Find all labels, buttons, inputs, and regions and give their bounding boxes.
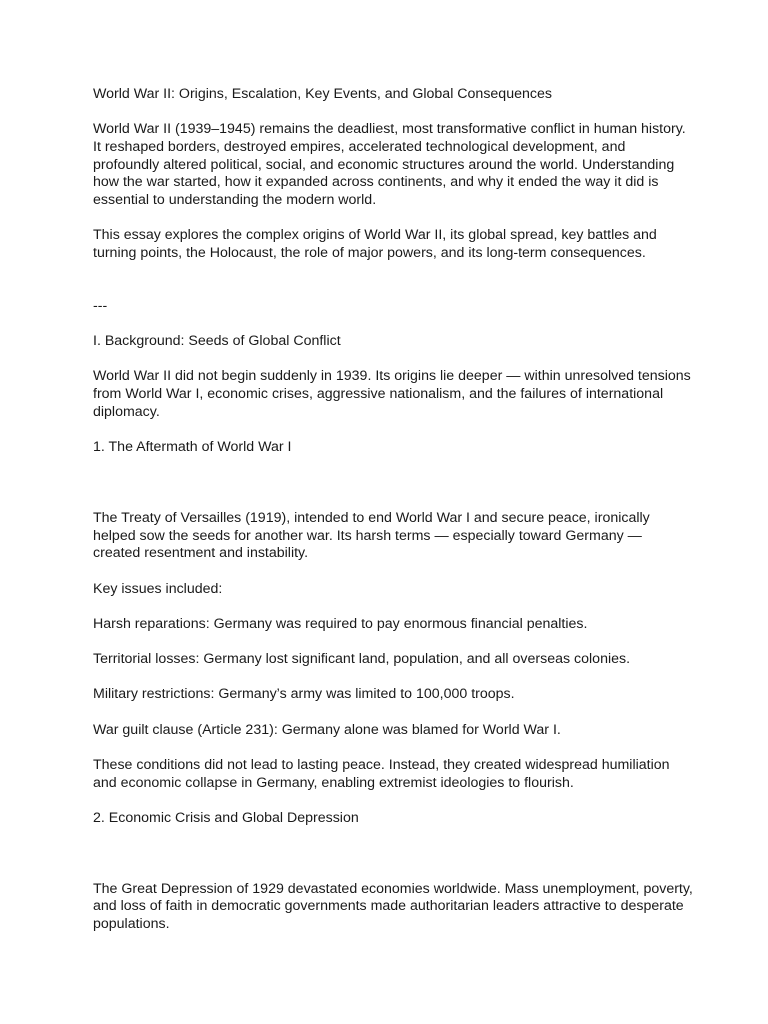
intro-paragraph-1: World War II (1939–1945) remains the deadliest, most transformative conflict in human history. It reshaped borders, destroyed empires, accelerated technological development, and profoundly altered political, social, and economic structures around the world. Understanding how the war started, how it expanded across continents, and why it ended the way it did is essential to understanding the modern world. bbox=[93, 121, 686, 209]
subsection-1-paragraph: The Treaty of Versailles (1919), intended to end World War I and secure peace, ironically helped sow the seeds for another war. Its harsh terms — especially toward Germany — created resentment and instability. bbox=[93, 509, 650, 562]
document-title: World War II: Origins, Escalation, Key Events, and Global Consequences bbox=[93, 86, 552, 102]
section-1-heading: I. Background: Seeds of Global Conflict bbox=[93, 333, 341, 350]
subsection-2-paragraph: The Great Depression of 1929 devastated economies worldwide. Mass unemployment, poverty, and loss of faith in democratic governments made authoritarian leaders attractive to desperate populations. bbox=[93, 880, 693, 933]
key-issue-item: War guilt clause (Article 231): Germany alone was blamed for World War I. bbox=[93, 721, 561, 738]
section-separator: --- bbox=[93, 297, 108, 314]
key-issues-label: Key issues included: bbox=[93, 580, 223, 597]
subsection-2-heading: 2. Economic Crisis and Global Depression bbox=[93, 810, 359, 826]
document-body bbox=[93, 86, 693, 951]
intro-paragraph-2: This essay explores the complex origins of World War II, its global spread, key battles and turning points, the Holocaust, the role of major powers, and its long-term consequences. bbox=[93, 227, 657, 262]
key-issue-item: Military restrictions: Germany’s army was limited to 100,000 troops. bbox=[93, 686, 515, 703]
subsection-1-heading: 1. The Aftermath of World War I bbox=[93, 439, 292, 456]
key-issue-item: Territorial losses: Germany lost significant land, population, and all overseas colonies. bbox=[93, 651, 631, 668]
subsection-1-conclusion: These conditions did not lead to lasting peace. Instead, they created widespread humiliation and economic collapse in Germany, enabling extremist ideologies to flourish. bbox=[93, 757, 670, 791]
key-issue-item: Harsh reparations: Germany was required to pay enormous financial penalties. bbox=[93, 615, 588, 632]
section-1-intro: World War II did not begin suddenly in 1939. Its origins lie deeper — within unresolved tensions from World War I, economic crises, aggressive nationalism, and the failures of international diplomacy. bbox=[93, 368, 691, 420]
